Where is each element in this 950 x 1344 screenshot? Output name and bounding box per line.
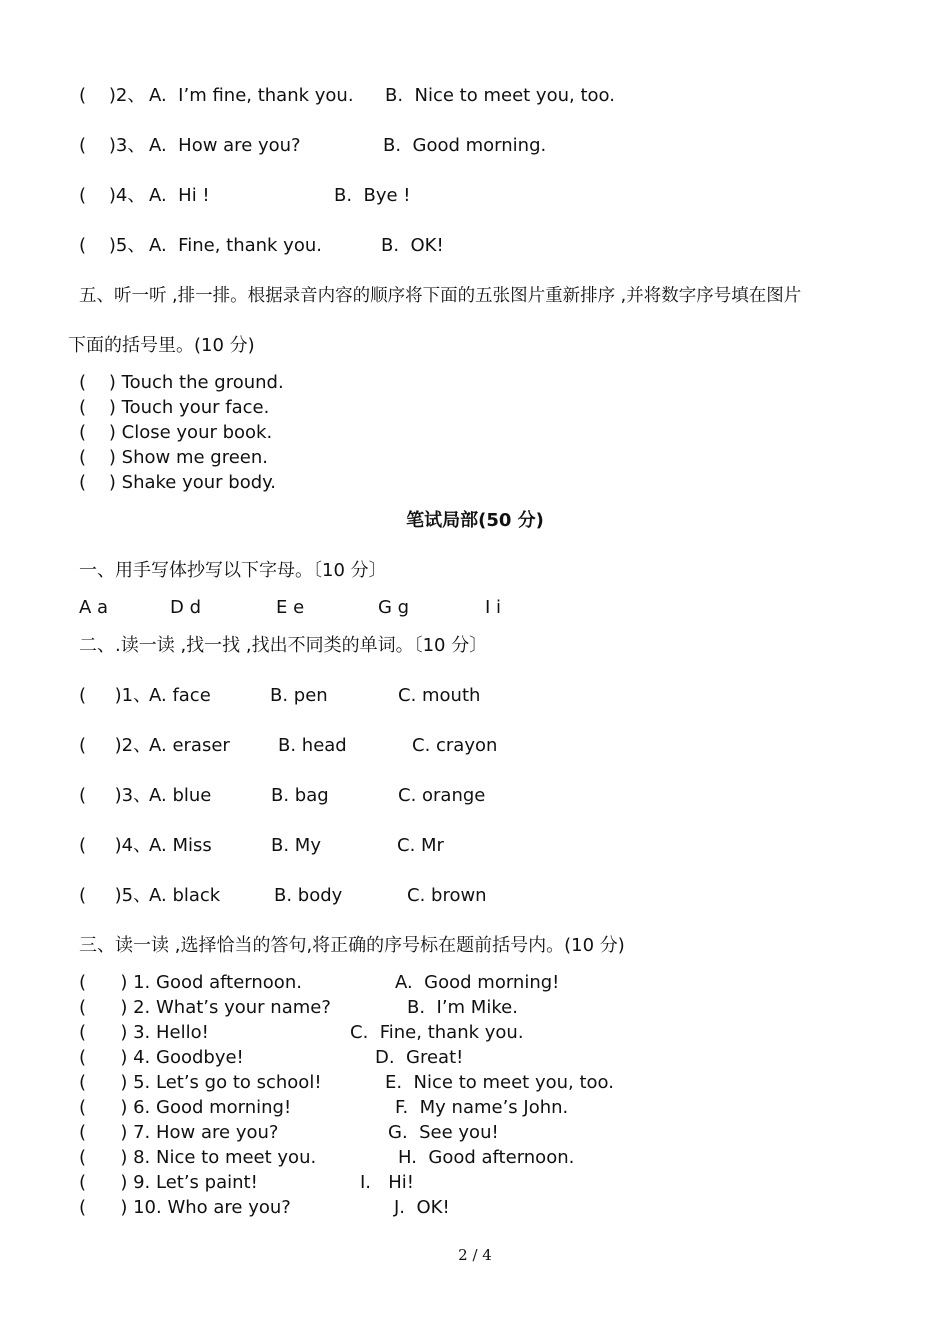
answer: D. Great! [375,1047,464,1068]
item-number: ( )4、 [79,835,152,856]
answer: F. My name’s John. [395,1097,569,1118]
section-heading: 三、读一读 ,选择恰当的答句,将正确的序号标在题前括号内。(10 分) [79,935,625,956]
option-c: C. mouth [398,685,481,706]
question: ( ) 5. Let’s go to school! [79,1072,322,1093]
option-a: A. Fine, thank you. [149,235,322,256]
option-a: A. eraser [149,735,230,756]
item-number: ( )1、 [79,685,152,706]
answer: C. Fine, thank you. [350,1022,524,1043]
answer: J. OK! [394,1197,450,1218]
list-item: ( ) Touch your face. [79,397,270,418]
option-a: A. How are you? [149,135,301,156]
question: ( ) 1. Good afternoon. [79,972,302,993]
question: ( ) 2. What’s your name? [79,997,331,1018]
letter-pair: I i [485,597,502,618]
option-b: B. Good morning. [383,135,547,156]
section-heading: 二、.读一读 ,找一找 ,找出不同类的单词。〔10 分〕 [79,635,488,656]
option-a: A. Miss [149,835,212,856]
option-a: A. blue [149,785,212,806]
letter-pair: D d [170,597,202,618]
item-number: ( )3、 [79,135,146,156]
answer: E. Nice to meet you, too. [385,1072,614,1093]
option-b: B. OK! [381,235,444,256]
question: ( ) 8. Nice to meet you. [79,1147,317,1168]
answer: I. Hi! [360,1172,414,1193]
answer: B. I’m Mike. [407,997,518,1018]
question: ( ) 7. How are you? [79,1122,279,1143]
item-number: ( )2、 [79,735,152,756]
option-a: A. black [149,885,221,906]
list-item: ( ) Close your book. [79,422,273,443]
list-item: ( ) Touch the ground. [79,372,284,393]
letter-pair: E e [276,597,305,618]
option-c: C. crayon [412,735,498,756]
question: ( ) 4. Goodbye! [79,1047,244,1068]
question: ( ) 3. Hello! [79,1022,209,1043]
list-item: ( ) Show me green. [79,447,268,468]
list-item: ( ) Shake your body. [79,472,276,493]
item-number: ( )2、 [79,85,146,106]
section-heading: 下面的括号里。(10 分) [68,335,255,356]
option-b: B. head [278,735,347,756]
answer: A. Good morning! [395,972,560,993]
letter-pair: G g [378,597,410,618]
option-b: B. Nice to meet you, too. [385,85,615,106]
item-number: ( )5、 [79,235,146,256]
option-a: A. Hi ! [149,185,210,206]
item-number: ( )5、 [79,885,152,906]
question: ( ) 6. Good morning! [79,1097,292,1118]
question: ( ) 9. Let’s paint! [79,1172,258,1193]
answer: H. Good afternoon. [398,1147,575,1168]
option-c: C. Mr [397,835,444,856]
option-c: C. orange [398,785,486,806]
question: ( ) 10. Who are you? [79,1197,291,1218]
option-a: A. I’m fine, thank you. [149,85,354,106]
letter-pair: A a [79,597,109,618]
section-title: 笔试局部(50 分) [406,510,544,531]
page-number: 2 / 4 [458,1246,492,1264]
answer: G. See you! [388,1122,499,1143]
option-a: A. face [149,685,211,706]
item-number: ( )3、 [79,785,152,806]
section-heading: 五、听一听 ,排一排。根据录音内容的顺序将下面的五张图片重新排序 ,并将数字序号填在图片 [79,286,802,306]
item-number: ( )4、 [79,185,146,206]
option-c: C. brown [407,885,487,906]
option-b: B. body [274,885,343,906]
option-b: B. Bye ! [334,185,411,206]
section-heading: 一、用手写体抄写以下字母。〔10 分〕 [79,560,387,581]
option-b: B. pen [270,685,328,706]
option-b: B. My [271,835,321,856]
option-b: B. bag [271,785,329,806]
